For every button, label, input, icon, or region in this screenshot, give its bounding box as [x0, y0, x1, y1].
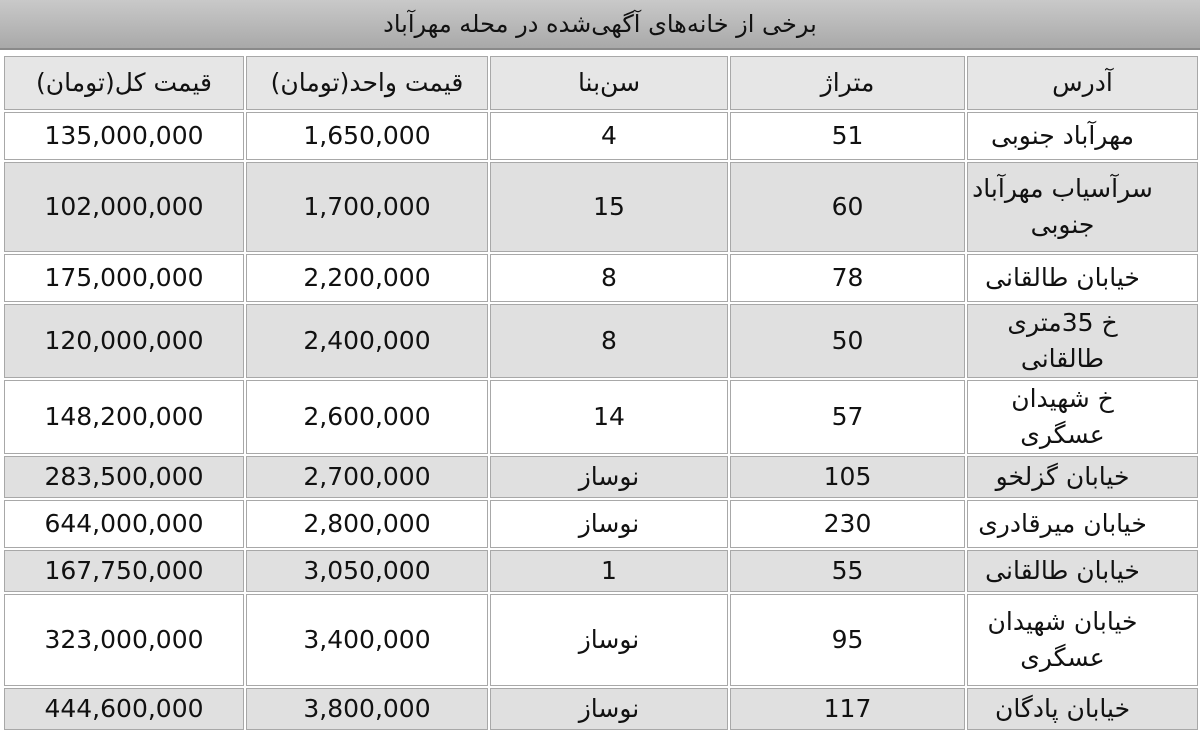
header-area: متراژ	[730, 56, 965, 110]
table-row	[4, 500, 1198, 548]
header-unit-price: قیمت واحد(تومان)	[246, 56, 488, 110]
cell-address: خیابان طالقانی	[967, 254, 1198, 302]
table-row	[4, 456, 1198, 498]
cell-area: 105	[730, 456, 965, 498]
cell-unit-price: 2,600,000	[246, 380, 488, 454]
cell-total-price: 167,750,000	[4, 550, 244, 592]
header-age: سن‌بنا	[490, 56, 728, 110]
cell-age: نوساز	[490, 500, 728, 548]
cell-address: سرآسیاب مهرآباد جنوبی	[967, 162, 1198, 252]
cell-unit-price: 1,700,000	[246, 162, 488, 252]
table-row	[4, 594, 1198, 686]
cell-age: 4	[490, 112, 728, 160]
cell-address: خ شهیدان عسگری	[967, 380, 1198, 454]
cell-area: 51	[730, 112, 965, 160]
cell-total-price: 175,000,000	[4, 254, 244, 302]
cell-age: 8	[490, 304, 728, 378]
table-row	[4, 254, 1198, 302]
cell-address: خیابان میرقادری	[967, 500, 1198, 548]
cell-unit-price: 2,400,000	[246, 304, 488, 378]
table-title: برخی از خانه‌های آگهی‌شده در محله مهرآباد	[0, 0, 1200, 50]
cell-age: نوساز	[490, 688, 728, 730]
cell-unit-price: 1,650,000	[246, 112, 488, 160]
cell-age: نوساز	[490, 594, 728, 686]
cell-area: 95	[730, 594, 965, 686]
cell-area: 117	[730, 688, 965, 730]
cell-age: 15	[490, 162, 728, 252]
cell-age: 1	[490, 550, 728, 592]
cell-unit-price: 3,050,000	[246, 550, 488, 592]
cell-total-price: 444,600,000	[4, 688, 244, 730]
table-row	[4, 688, 1198, 730]
table-row	[4, 304, 1198, 378]
cell-unit-price: 3,800,000	[246, 688, 488, 730]
cell-total-price: 323,000,000	[4, 594, 244, 686]
cell-unit-price: 2,700,000	[246, 456, 488, 498]
header-row	[4, 56, 1198, 110]
listings-table	[2, 54, 1200, 732]
cell-age: 14	[490, 380, 728, 454]
cell-age: نوساز	[490, 456, 728, 498]
header-address: آدرس	[967, 56, 1198, 110]
header-total-price: قیمت کل(تومان)	[4, 56, 244, 110]
cell-unit-price: 2,800,000	[246, 500, 488, 548]
cell-total-price: 102,000,000	[4, 162, 244, 252]
cell-unit-price: 3,400,000	[246, 594, 488, 686]
table-row	[4, 162, 1198, 252]
cell-area: 55	[730, 550, 965, 592]
cell-area: 57	[730, 380, 965, 454]
cell-area: 50	[730, 304, 965, 378]
cell-address: خیابان گزلخو	[967, 456, 1198, 498]
cell-total-price: 120,000,000	[4, 304, 244, 378]
cell-address: خیابان پادگان	[967, 688, 1198, 730]
cell-age: 8	[490, 254, 728, 302]
table-row	[4, 550, 1198, 592]
cell-area: 60	[730, 162, 965, 252]
cell-area: 78	[730, 254, 965, 302]
cell-total-price: 135,000,000	[4, 112, 244, 160]
cell-address: خ 35متری طالقانی	[967, 304, 1198, 378]
cell-total-price: 644,000,000	[4, 500, 244, 548]
cell-total-price: 283,500,000	[4, 456, 244, 498]
cell-address: مهرآباد جنوبی	[967, 112, 1198, 160]
cell-address: خیابان طالقانی	[967, 550, 1198, 592]
cell-total-price: 148,200,000	[4, 380, 244, 454]
cell-unit-price: 2,200,000	[246, 254, 488, 302]
table-row	[4, 112, 1198, 160]
table-row	[4, 380, 1198, 454]
cell-area: 230	[730, 500, 965, 548]
cell-address: خیابان شهیدان عسگری	[967, 594, 1198, 686]
